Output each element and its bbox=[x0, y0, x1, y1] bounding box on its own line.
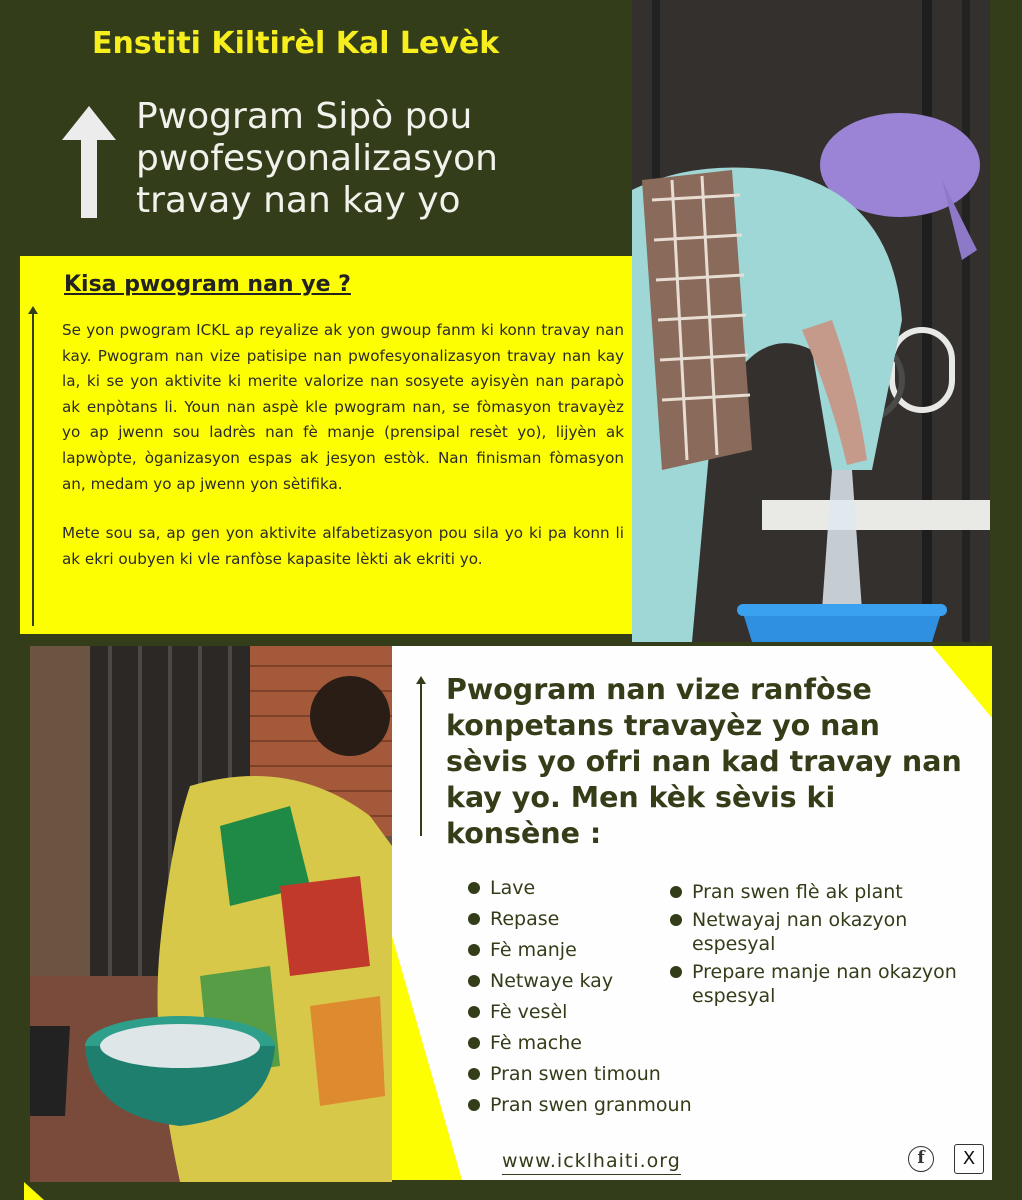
list-item: Fè vesèl bbox=[468, 1000, 692, 1024]
info-body bbox=[62, 318, 624, 596]
services-panel bbox=[392, 646, 992, 1180]
x-twitter-icon[interactable]: X bbox=[954, 1144, 984, 1174]
list-item: Pran swen flè ak plant bbox=[670, 880, 980, 904]
facebook-icon[interactable]: f bbox=[908, 1146, 934, 1172]
list-item: Fè mache bbox=[468, 1031, 692, 1055]
up-arrow-thin-icon bbox=[416, 676, 426, 836]
list-item: Pran swen granmoun bbox=[468, 1093, 692, 1117]
up-arrow-icon bbox=[62, 106, 116, 218]
services-title: Pwogram nan vize ranfòse konpetans travayèz yo nan sèvis yo ofri nan kad travay nan kay yo. Men kèk sèvis ki konsène : bbox=[446, 673, 962, 850]
header-panel bbox=[0, 0, 632, 258]
info-paragraph-1: Se yon pwogram ICKL ap reyalize ak yon gwoup fanm ki konn travay nan kay. Pwogram nan vize patisipe nan pwofesyonalizasyon travay nan kay la, ki se yon aktivite ki merite valorize nan sosyete ayisyèn nan parapò ak enpòtans li. Youn nan aspè kle pwogram nan, se fòmasyon travayèz yo ap jwenn sou ladrès nan fè manje (prensipal resèt yo), lijyèn ak lapwòpte, òganizasyon espas ak jesyon estòk. Nan finisman fòmasyon an, medam yo ap jwenn yon sètifika. bbox=[62, 321, 624, 493]
woman-laundry-photo bbox=[30, 646, 392, 1182]
services-list-left bbox=[468, 876, 692, 1124]
website-link[interactable]: www.icklhaiti.org bbox=[502, 1150, 681, 1172]
list-item: Prepare manje nan okazyon espesyal bbox=[670, 960, 980, 1008]
list-item: Netwaye kay bbox=[468, 969, 692, 993]
info-heading: Kisa pwogram nan ye ? bbox=[64, 272, 351, 297]
list-item: Pran swen timoun bbox=[468, 1062, 692, 1086]
up-arrow-thin-icon bbox=[28, 306, 38, 626]
yellow-corner-decoration bbox=[24, 1182, 44, 1200]
list-item: Netwayaj nan okazyon espesyal bbox=[670, 908, 980, 956]
organization-name: Enstiti Kiltirèl Kal Levèk bbox=[92, 26, 500, 61]
list-item: Fè manje bbox=[468, 938, 692, 962]
list-item: Repase bbox=[468, 907, 692, 931]
info-paragraph-2: Mete sou sa, ap gen yon aktivite alfabetizasyon pou sila yo ki pa konn li ak ekri oubyen ki vle ranfòse kapasite lèkti ak ekriti yo. bbox=[62, 524, 624, 568]
list-item: Lave bbox=[468, 876, 692, 900]
info-panel bbox=[20, 256, 632, 634]
program-title: Pwogram Sipò pou pwofesyonalizasyon travay nan kay yo bbox=[136, 96, 498, 221]
services-list-right bbox=[670, 880, 980, 1012]
woman-washing-photo bbox=[632, 0, 990, 642]
